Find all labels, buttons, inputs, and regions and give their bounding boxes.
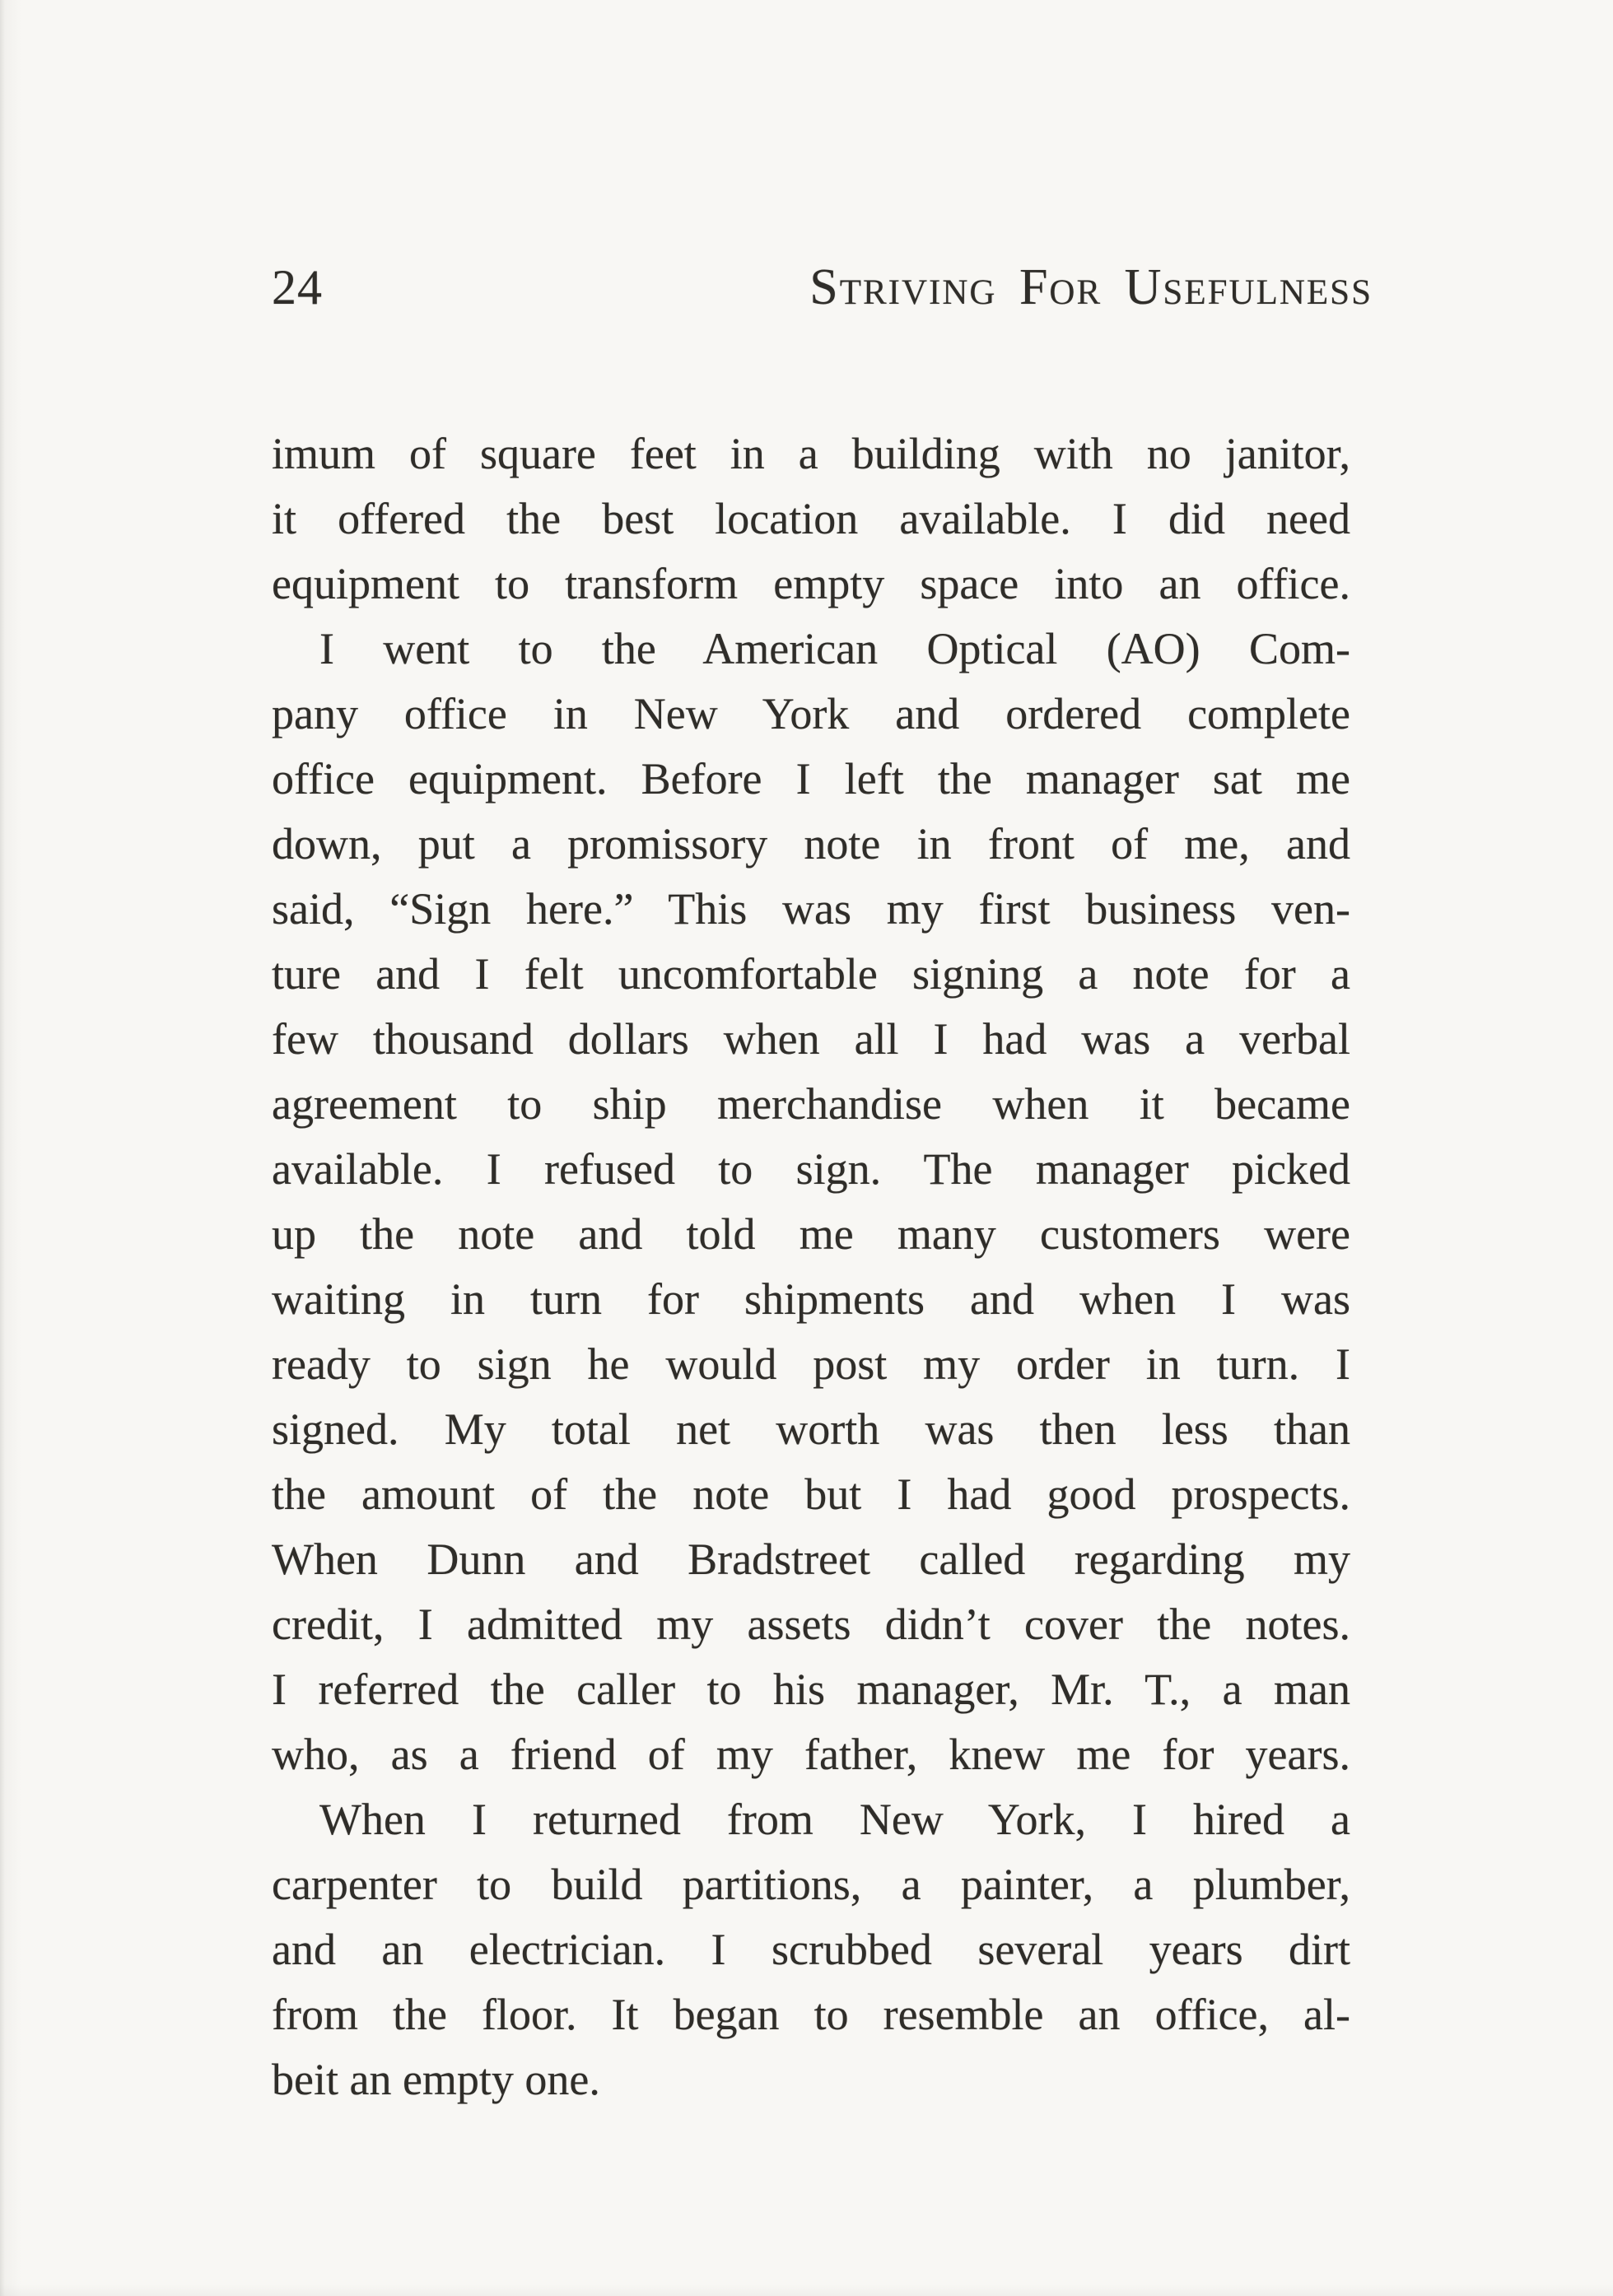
text-line: ture and I felt uncomfortable signing a note for a bbox=[272, 949, 1350, 999]
text-line: office equipment. Before I left the manager sat me bbox=[272, 754, 1350, 803]
text-line: agreement to ship merchandise when it became bbox=[272, 1079, 1350, 1129]
text-line: available. I refused to sign. The manager picked bbox=[272, 1144, 1350, 1194]
text-line: said, “Sign here.” This was my first business ven- bbox=[272, 884, 1350, 934]
page-number: 24 bbox=[272, 260, 323, 314]
running-header-title: Striving For Usefulness bbox=[809, 259, 1373, 315]
text-line: When Dunn and Bradstreet called regarding my bbox=[272, 1535, 1350, 1584]
text-line: I referred the caller to his manager, Mr. T., a man bbox=[272, 1665, 1350, 1714]
text-line: up the note and told me many customers were bbox=[272, 1209, 1350, 1259]
text-line: ready to sign he would post my order in turn. I bbox=[272, 1339, 1350, 1389]
text-line-paragraph-start: When I returned from New York, I hired a bbox=[319, 1795, 1350, 1844]
text-line: it offered the best location available. I did need bbox=[272, 494, 1350, 543]
text-line: credit, I admitted my assets didn’t cover the notes. bbox=[272, 1600, 1350, 1649]
body-text-column bbox=[272, 421, 1350, 2112]
text-line: signed. My total net worth was then less than bbox=[272, 1404, 1350, 1454]
text-line: waiting in turn for shipments and when I was bbox=[272, 1274, 1350, 1324]
running-header bbox=[272, 259, 1373, 315]
text-line: and an electrician. I scrubbed several years dirt bbox=[272, 1925, 1350, 1974]
text-line: imum of square feet in a building with no janitor, bbox=[272, 429, 1350, 478]
text-line: down, put a promissory note in front of me, and bbox=[272, 819, 1350, 869]
text-line-paragraph-start: I went to the American Optical (AO) Com- bbox=[319, 624, 1350, 673]
text-line: from the floor. It began to resemble an office, al- bbox=[272, 1990, 1350, 2039]
text-line: few thousand dollars when all I had was a verbal bbox=[272, 1014, 1350, 1064]
text-line: the amount of the note but I had good prospects. bbox=[272, 1469, 1350, 1519]
text-line: equipment to transform empty space into an office. bbox=[272, 559, 1350, 608]
text-line: who, as a friend of my father, knew me for years. bbox=[272, 1730, 1350, 1779]
text-line-paragraph-end: beit an empty one. bbox=[272, 2055, 600, 2104]
text-line: pany office in New York and ordered complete bbox=[272, 689, 1350, 738]
text-line: carpenter to build partitions, a painter, a plumber, bbox=[272, 1860, 1350, 1909]
